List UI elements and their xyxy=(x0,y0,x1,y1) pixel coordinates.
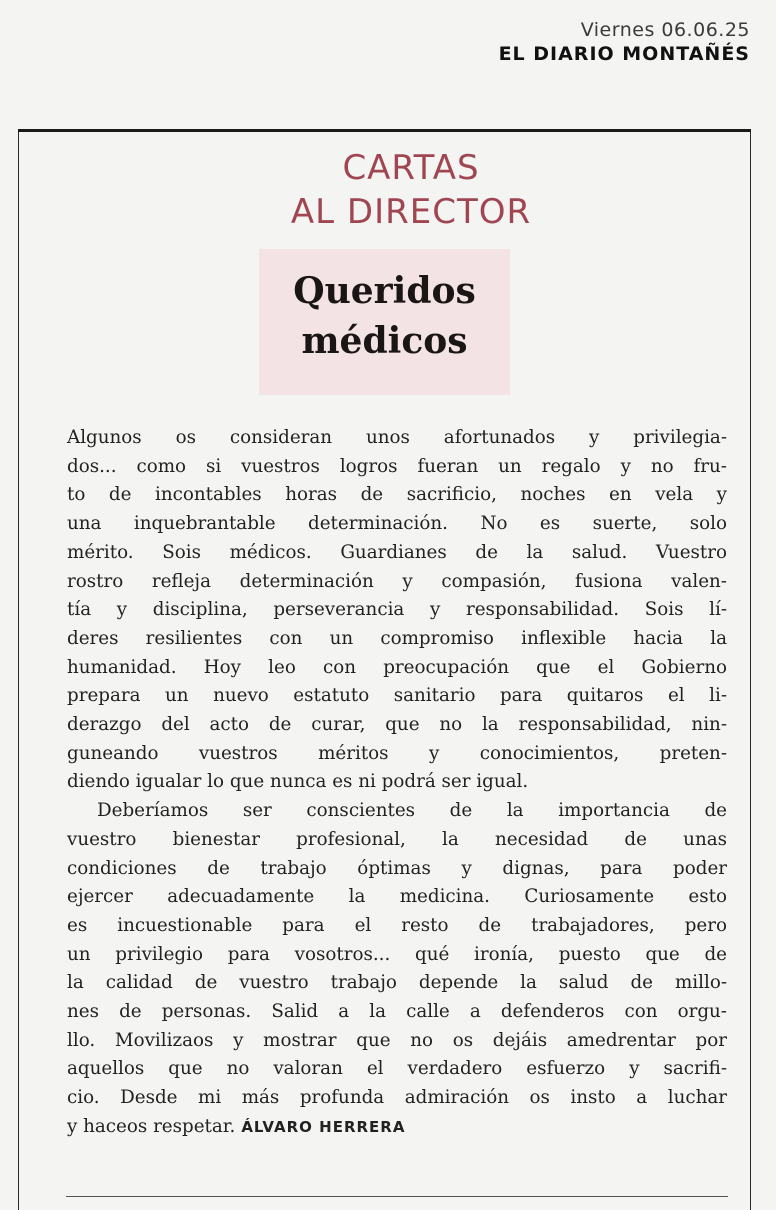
body-line: condiciones de trabajo óptimas y dignas, para poder xyxy=(67,857,727,879)
body-line: prepara un nuevo estatuto sanitario para quitaros el li- xyxy=(67,685,727,707)
body-line: la calidad de vuestro trabajo depende la salud de millo- xyxy=(67,972,727,994)
body-line: vuestro bienestar profesional, la necesidad de unas xyxy=(67,828,727,850)
headline-line-1: Queridos xyxy=(293,270,476,312)
section-title xyxy=(0,146,776,234)
body-line: tía y disciplina, perseverancia y responsabilidad. Sois lí- xyxy=(67,599,727,621)
bottom-rule xyxy=(66,1196,728,1197)
body-line-final xyxy=(67,1113,727,1142)
body-line: ejercer adecuadamente la medicina. Curiosamente esto xyxy=(67,886,727,908)
body-line: nes de personas. Salid a la calle a defenderos con orgu- xyxy=(67,1001,727,1023)
body-line: guneando vuestros méritos y conocimientos, preten- xyxy=(67,742,727,764)
body-line: diendo igualar lo que nunca es ni podrá ser igual. xyxy=(67,771,529,793)
body-line: aquellos que no valoran el verdadero esfuerzo y sacrifi- xyxy=(67,1058,727,1080)
section-title-line-2: AL DIRECTOR xyxy=(290,192,532,232)
body-line: Algunos os consideran unos afortunados y privilegia- xyxy=(67,427,727,448)
masthead xyxy=(499,18,750,66)
body-line: mérito. Sois médicos. Guardianes de la salud. Vuestro xyxy=(67,541,727,563)
body-line: humanidad. Hoy leo con preocupación que el Gobierno xyxy=(67,656,727,678)
body-line: Deberíamos ser conscientes de la importancia de xyxy=(97,800,727,822)
body-line: to de incontables horas de sacrificio, noches en vela y xyxy=(67,484,727,506)
body-line: deres resilientes con un compromiso inflexible hacia la xyxy=(67,627,727,649)
headline-line-2: médicos xyxy=(301,320,468,362)
body-line: dos... como si vuestros logros fueran un regalo y no fru- xyxy=(67,455,727,477)
letter-body xyxy=(67,424,727,1142)
body-line: es incuestionable para el resto de trabajadores, pero xyxy=(67,914,727,936)
section-title-line-1: CARTAS xyxy=(342,148,480,188)
body-line: llo. Movilizaos y mostrar que no os dejáis amedrentar por xyxy=(67,1029,727,1051)
body-line-final-text: y haceos respetar. xyxy=(67,1115,236,1137)
body-line: rostro refleja determinación y compasión, fusiona valen- xyxy=(67,570,727,592)
body-line: un privilegio para vosotros... qué ironía, puesto que de xyxy=(67,943,727,965)
body-line: una inquebrantable determinación. No es suerte, solo xyxy=(67,513,727,535)
headline xyxy=(259,266,510,366)
issue-date: Viernes 06.06.25 xyxy=(580,19,750,41)
newspaper-name: EL DIARIO MONTAÑÉS xyxy=(498,43,750,65)
author-signature: ÁLVARO HERRERA xyxy=(241,1117,406,1136)
body-line: derazgo del acto de curar, que no la responsabilidad, nin- xyxy=(67,714,727,736)
body-line: cio. Desde mi más profunda admiración os insto a luchar xyxy=(67,1087,727,1109)
